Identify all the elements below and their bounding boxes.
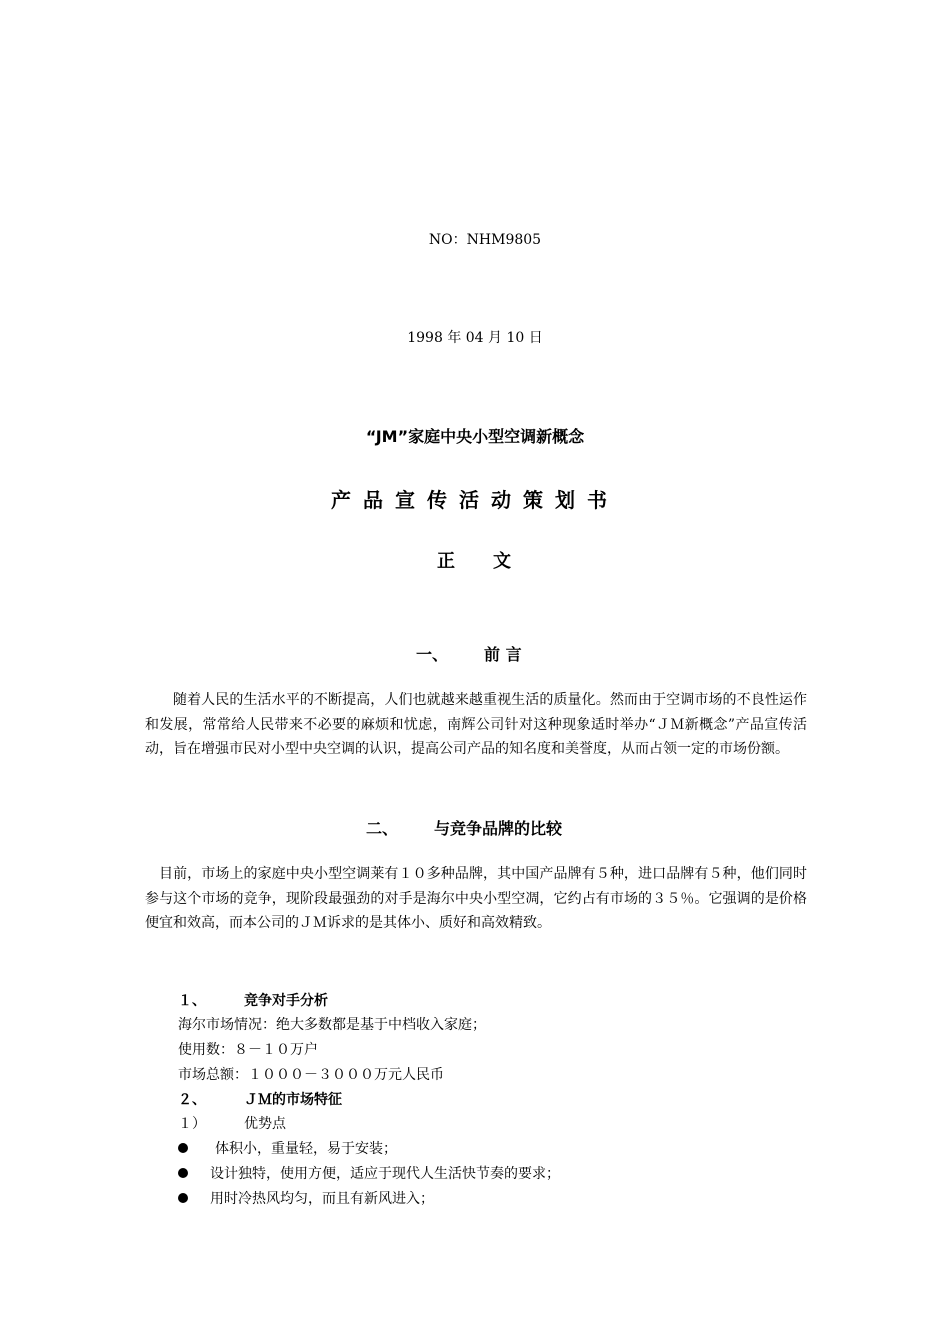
preface-paragraph: 随着人民的生活水平的不断提高，人们也就越来越重视生活的质量化。然而由于空调市场的不良性运作和发展，常常给人民带来不必要的麻烦和忧虑，南辉公司针对这种现象适时举办“ＪＭ新概念”产品宣传活动，旨在增强市民对小型中央空调的认识，提高公司产品的知名度和美誉度，从而占领一定的市场份额。 <box>145 692 807 757</box>
document-title: 产品宣传活动策划书 <box>331 488 619 512</box>
section-title: 与竞争品牌的比较 <box>434 819 563 838</box>
bullet-icon <box>178 1193 188 1203</box>
list-item-text: 用时冷热风均匀，而且有新风进入； <box>210 1191 434 1207</box>
section-number: 二、 <box>366 819 399 838</box>
competitor-line: 市场总额：１０００－３０００万元人民币 <box>178 1067 444 1083</box>
document-subtitle: “JM”家庭中央小型空调新概念 <box>365 427 585 446</box>
bullet-icon <box>178 1143 188 1153</box>
section-number: 一、 <box>416 645 449 664</box>
competitor-line: 海尔市场情况：绝大多数都是基于中档收入家庭； <box>178 1017 486 1033</box>
subsection-title: ＪＭ的市场特征 <box>244 1092 342 1108</box>
list-item <box>178 1138 397 1158</box>
section-heading-comparison <box>366 816 562 839</box>
list-item <box>178 1163 560 1183</box>
advantages-heading <box>178 1113 286 1133</box>
subsection-heading-competitor <box>178 990 328 1010</box>
subsection-title: 竞争对手分析 <box>244 993 328 1009</box>
subsection-heading-market <box>178 1089 342 1109</box>
item-title: 优势点 <box>244 1116 286 1132</box>
competitor-line: 使用数：８－１０万户 <box>178 1042 318 1058</box>
document-date: 1998 年 04 月 10 日 <box>407 330 543 346</box>
document-number: NO：NHM9805 <box>428 232 542 248</box>
list-item <box>178 1188 434 1208</box>
section-title: 前 言 <box>484 645 522 664</box>
subsection-number: １、 <box>178 993 206 1009</box>
list-item-text: 体积小，重量轻，易于安装； <box>215 1141 397 1157</box>
item-number: １） <box>178 1116 206 1132</box>
comparison-paragraph: 目前，市场上的家庭中央小型空调莱有１０多种品牌，其中国产品牌有５种，进口品牌有５种，他们同时参与这个市场的竞争，现阶段最强劲的对手是海尔中央小型空凋，它约占有市场的３５％。它强调的是价格便宜和效高，而本公司的ＪＭ诉求的是其体小、质好和高效精致。 <box>145 866 807 931</box>
subsection-number: ２、 <box>178 1092 206 1108</box>
list-item-text: 设计独特，使用方便，适应于现代人生活快节奏的要求； <box>210 1166 560 1182</box>
body-label: 正文 <box>437 551 549 572</box>
section-heading-preface <box>416 642 522 665</box>
bullet-icon <box>178 1168 188 1178</box>
